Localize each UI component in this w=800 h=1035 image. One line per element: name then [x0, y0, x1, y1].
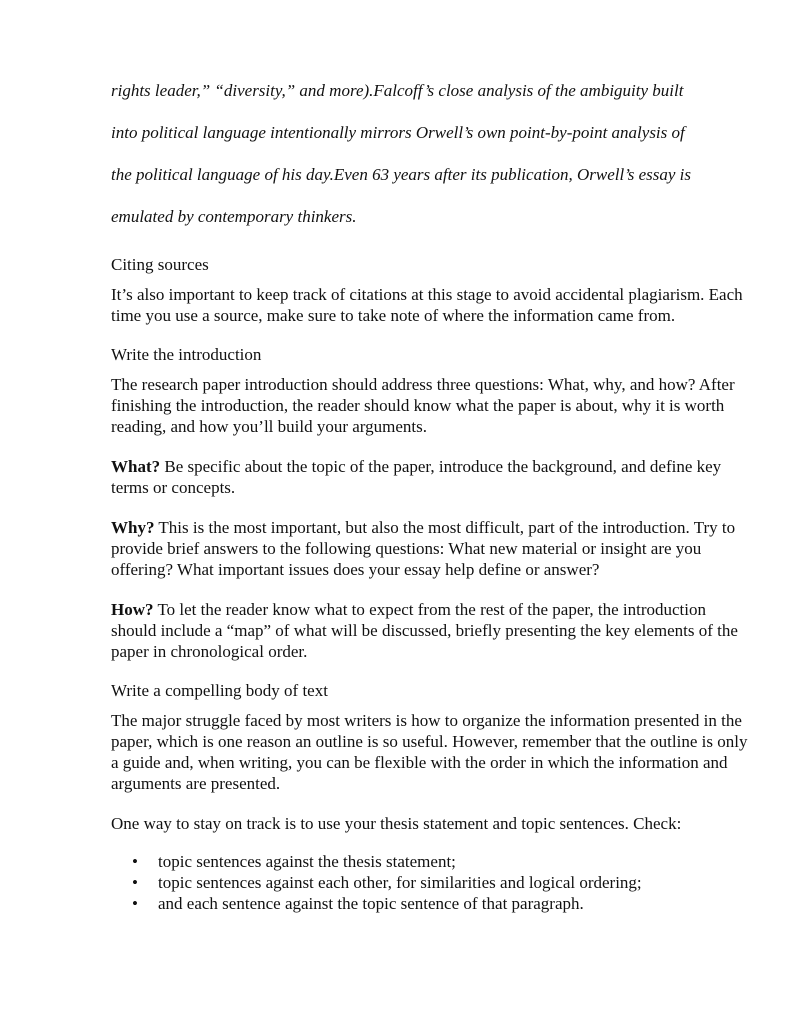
paragraph-introduction: The research paper introduction should address three questions: What, why, and how? After finishing the introduction, the reader should know what the paper is about, why it is worth reading, and how you’ll build your arguments. — [111, 375, 735, 436]
list-item — [111, 893, 751, 914]
paragraph-citing-sources: It’s also important to keep track of citations at this stage to avoid accidental plagiarism. Each time you use a source, make sure to take note of where the information came from. — [111, 285, 743, 325]
bullet-icon: • — [132, 852, 138, 871]
bullet-icon: • — [132, 873, 138, 892]
heading-citing-sources: Citing sources — [111, 255, 209, 274]
text-how: To let the reader know what to expect from the rest of the paper, the introduction should include a “map” of what will be discussed, briefly presenting the key elements of the paper in chronological order. — [111, 600, 738, 661]
paragraph-what — [111, 456, 751, 498]
paragraph-organize: The major struggle faced by most writers is how to organize the information presented in the paper, which is one reason an outline is so useful. However, remember that the outline is only a guide and, when writing, you can be flexible with the order in which the information and arguments are presented. — [111, 711, 748, 793]
text-why: This is the most important, but also the most difficult, part of the introduction. Try to provide brief answers to the following questions: What new material or insight are you offering? What important issues does your essay help define or answer? — [111, 518, 736, 579]
quote-line: rights leader,” “diversity,” and more).Falcoff’s close analysis of the ambiguity built — [111, 81, 684, 100]
list-item — [111, 872, 751, 893]
list-item-text: and each sentence against the topic sentence of that paragraph. — [158, 894, 584, 913]
document-page — [111, 70, 751, 914]
heading-write-introduction: Write the introduction — [111, 345, 262, 364]
paragraph-why — [111, 517, 751, 580]
quote-line: emulated by contemporary thinkers. — [111, 207, 357, 226]
quote-line: the political language of his day.Even 63 years after its publication, Orwell’s essay is — [111, 165, 691, 184]
paragraph-how — [111, 599, 751, 662]
heading-body-of-text: Write a compelling body of text — [111, 681, 328, 700]
checklist — [111, 851, 751, 914]
list-item-text: topic sentences against each other, for similarities and logical ordering; — [158, 873, 642, 892]
label-what: What? — [111, 457, 161, 476]
label-why: Why? — [111, 518, 155, 537]
paragraph-stay-on-track: One way to stay on track is to use your thesis statement and topic sentences. Check: — [111, 814, 682, 833]
label-how: How? — [111, 600, 154, 619]
text-what: Be specific about the topic of the paper, introduce the background, and define key terms or concepts. — [111, 457, 722, 497]
italic-quote-block — [111, 70, 751, 238]
list-item-text: topic sentences against the thesis statement; — [158, 852, 456, 871]
list-item — [111, 851, 751, 872]
bullet-icon: • — [132, 894, 138, 913]
quote-line: into political language intentionally mirrors Orwell’s own point-by-point analysis of — [111, 123, 685, 142]
